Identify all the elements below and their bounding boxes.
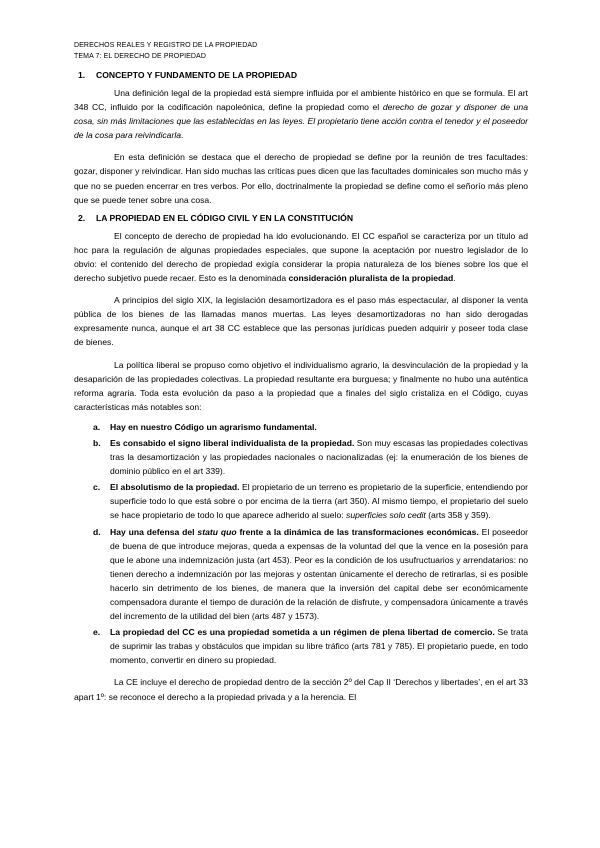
legal-definition-quote: derecho de gozar y disponer de una cosa, sin más limitaciones que las establecidas en las leyes. El propietario tiene acción contra el tenedor y el poseedor de la cosa para reivindicarla: [74, 102, 528, 141]
document-body: [74, 68, 528, 704]
list-item-heading: Hay en nuestro Código un agrarismo fundamental.: [110, 421, 317, 432]
section-2-paragraph-3: La política liberal se propuso como objetivo el individualismo agrario, la desvinculación de la propiedad y la desaparición de las propiedades colectivas. La propiedad resultante era burguesa; y finalmente no hubo una auténtica reforma agraria. Toda esta evolución da paso a la propiedad que a finales del siglo cristaliza en el Código, cuyas características más notables son:: [74, 359, 528, 412]
section-2-title: LA PROPIEDAD EN EL CÓDIGO CIVIL Y EN LA CONSTITUCIÓN: [96, 212, 354, 223]
list-item-heading: La propiedad del CC es una propiedad sometida a un régimen de plena libertad de comercio.: [110, 627, 495, 638]
list-marker: d.: [93, 526, 101, 537]
page-header: [74, 40, 257, 62]
section-2-paragraph-1: [74, 229, 528, 285]
section-1-paragraph-1: [74, 86, 528, 142]
section-1-heading: [74, 68, 528, 82]
section-1-number: 1.: [78, 70, 86, 80]
section-2-number: 2.: [78, 212, 86, 223]
list-marker: e.: [93, 627, 101, 638]
list-item: [74, 625, 528, 667]
heading-text: Hay una defensa del: [110, 526, 198, 537]
list-item-text: Se trata de suprimir las trabas y obstáculos que impidan su libre tráfico (arts 781 y 785). El propietario puede, en todo momento, convertir en dinero su propiedad.: [110, 627, 528, 666]
section-1-paragraph-2: En esta definición se destaca que el derecho de propiedad se define por la reunión de tres facultades: gozar, disponer y reivindicar. Han sido muchas las críticas pues dicen que las facultades dominicales son mucho más y que no se pueden encerrar en tres verbos. Por ello, doctrinalmente la propiedad se define como el señorío más pleno que se puede tener sobre una cosa.: [74, 152, 528, 205]
latin-maxim: superficies solo cedit: [346, 510, 426, 521]
list-marker: a.: [93, 421, 101, 432]
bold-term: consideración pluralista de la propiedad: [288, 273, 454, 284]
list-marker: c.: [93, 482, 101, 493]
section-2-paragraph-4: La CE incluye el derecho de propiedad dentro de la sección 2º del Cap II ‘Derechos y libertades’, en el art 33 apart 1º: se reconoce el derecho a la propiedad privada y a la herencia. El: [74, 677, 528, 702]
heading-text: frente a la dinámica de las transformaciones económicas.: [236, 526, 479, 537]
list-item: [74, 525, 528, 624]
list-item: [74, 480, 528, 522]
list-item-heading: Es consabido el signo liberal individualista de la propiedad.: [110, 437, 355, 448]
list-item: [74, 436, 528, 478]
list-item: [74, 420, 528, 434]
header-course-title: DERECHOS REALES Y REGISTRO DE LA PROPIEDAD: [74, 42, 258, 49]
list-item-text: El poseedor de buena de que introduce mejoras, queda a expensas de la voluntad del que la vence en la posesión para que le abone una indemnización justa (art 453). Peor es la condición de los usufructuarios y arrendatarios: no tienen derecho a indemnización por las mejoras y ostentan únicamente el derecho de retirarlas, si es posible hacerlo sin detrimento de los bienes, de manera que la inversión del capital debe ser económicamente compensadora durante el tiempo de duración de la relación de disfrute, y compensadora únicamente a través del incremento de la utilidad del bien (arts 487 y 1573).: [110, 526, 528, 622]
latin-term: statu quo: [197, 526, 237, 537]
paragraph-text: .: [453, 273, 456, 284]
section-2-heading: [74, 211, 528, 225]
paragraph-text: .: [181, 130, 184, 141]
list-item-text: (arts 358 y 359).: [425, 510, 491, 521]
section-2-paragraph-2: A principios del siglo XIX, la legislación desamortizadora es el paso más espectacular, al disponer la venta pública de los bienes de las llamadas manos muertas. Las leyes desamortizadoras no han sido derogadas expresamente nunca, aunque el art 38 CC establece que las personas jurídicas pueden adquirir y poseer toda clase de bienes.: [74, 295, 528, 348]
list-item-heading: [110, 527, 479, 537]
list-item-text: Son muy escasas las propiedades colectivas tras la desamortización y las propiedades nacionales o nacionalizadas (ej: la enumeración de los bienes de dominio público en el art 339).: [110, 437, 528, 477]
paragraph-text: Una definición legal de la propiedad está siempre influida por el ambiente histórico en que se formula. El art 348 CC, influido por la codificación napoleónica, define la propiedad como el: [74, 88, 528, 113]
section-1-title: CONCEPTO Y FUNDAMENTO DE LA PROPIEDAD: [96, 70, 298, 80]
characteristics-list: [74, 420, 528, 668]
header-topic-title: TEMA 7: EL DERECHO DE PROPIEDAD: [74, 53, 206, 60]
list-item-heading: El absolutismo de la propiedad.: [110, 482, 240, 493]
paragraph-text: El concepto de derecho de propiedad ha ido evolucionando. El CC español se caracteriza por un título ad hoc para la regulación de algunas propiedades especiales, que supone la aceptación por nuestro legislador de lo obvio: el contenido del derecho de propiedad exigía considerar la propia naturaleza de los bienes sobre los que el derecho subjetivo puede recaer. Esto es la denominada: [74, 230, 528, 284]
list-item-text: El propietario de un terreno es propietario de la superficie, entendiendo por superficie todo lo que está sobre o por encima de la tierra (art 350). Al mismo tiempo, el propietario del suelo se hace propietario de todo lo que aparece adherido al suelo:: [110, 482, 529, 521]
list-marker: b.: [93, 437, 101, 448]
